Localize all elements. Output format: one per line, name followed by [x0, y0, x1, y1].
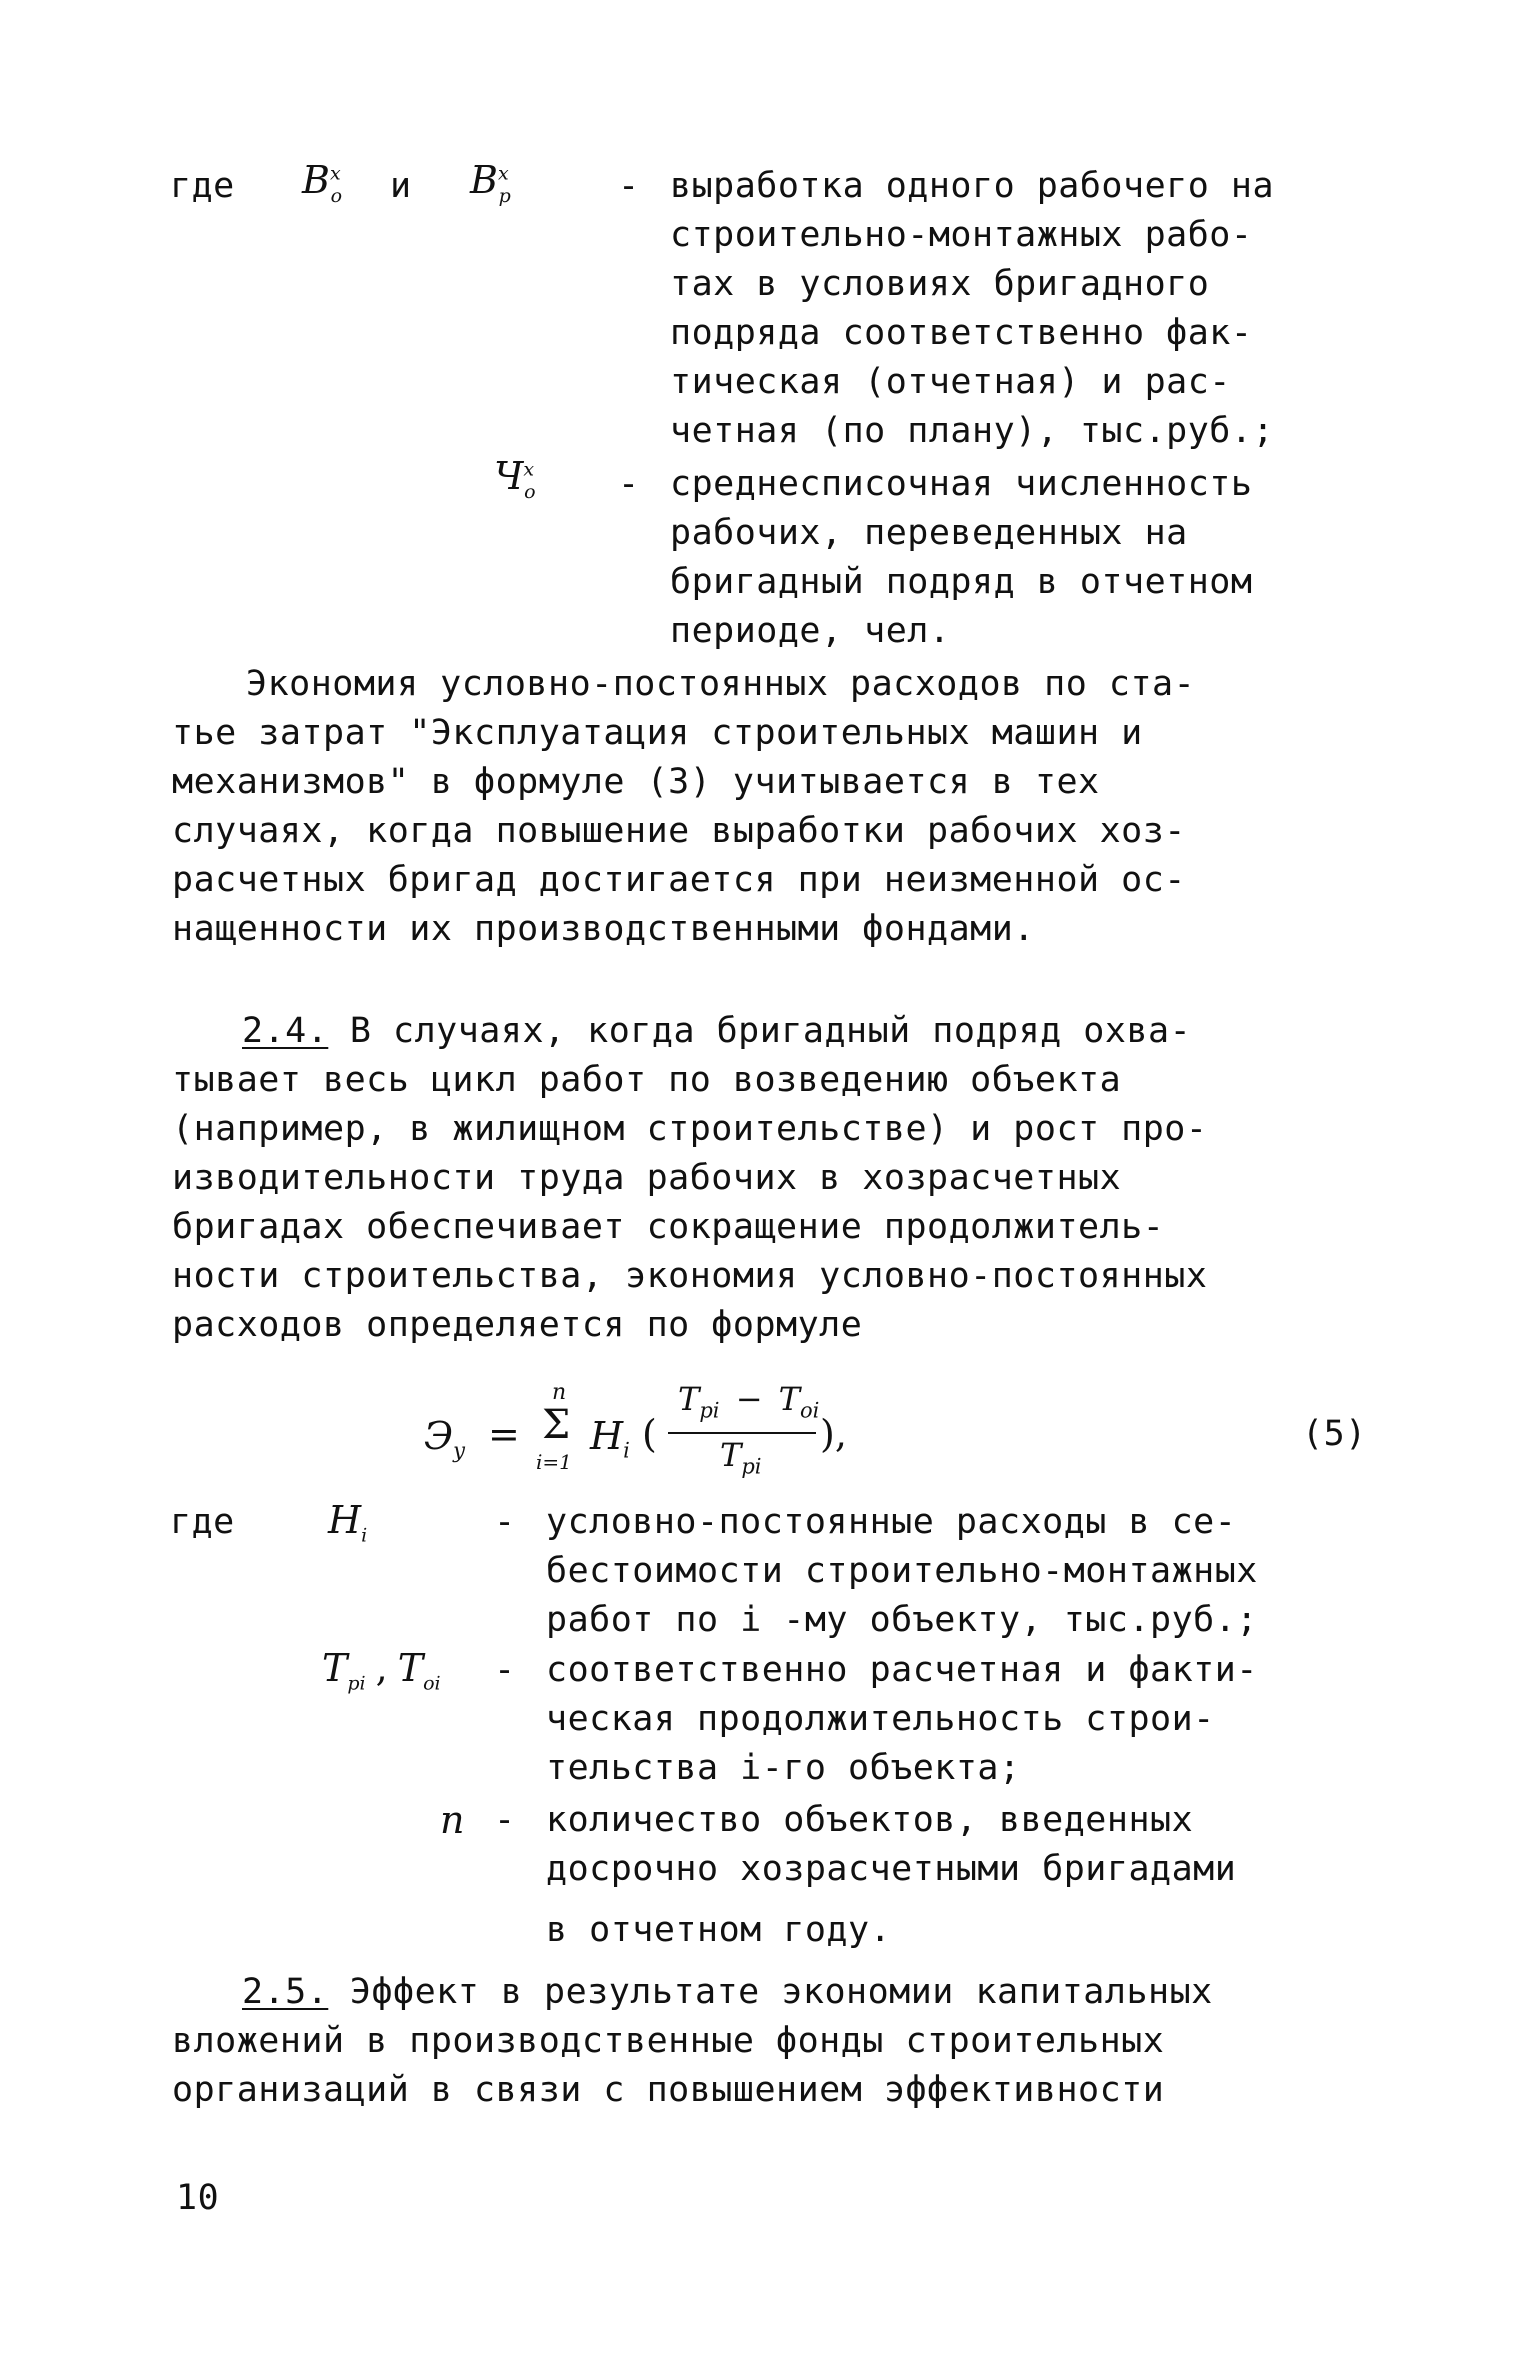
where-label: где — [170, 166, 235, 206]
definition-dash: - — [618, 464, 640, 504]
sum-top: n — [552, 1380, 567, 1405]
symbol-b-o: $B^х_о$ — [302, 158, 343, 207]
symbol-h-i: $H_i$ — [328, 1498, 368, 1547]
symbol-b-p: $B^х_р$ — [470, 158, 511, 207]
definition-ch — [670, 460, 1370, 656]
symbol-n: n — [440, 1798, 465, 1842]
paragraph-line: (например, в жилищном строительстве) и рост про- — [172, 1109, 1208, 1149]
paragraph-line: изводительности труда рабочих в хозрасчетных — [172, 1158, 1122, 1198]
paragraph-line: 2.4. В случаях, когда бригадный подряд охва- — [242, 1011, 1192, 1051]
definition-line: выработка одного рабочего на — [670, 166, 1275, 206]
definition-line: бестоимости строительно-монтажных — [546, 1551, 1258, 1591]
definition-line: тельства i-го объекта; — [546, 1748, 1021, 1788]
page-number: 10 — [176, 2178, 220, 2218]
paragraph-line: 2.5. Эффект в результате экономии капитальных — [242, 1972, 1213, 2012]
section-2-5 — [172, 1968, 1372, 2115]
symbol-ch-o: $Ч^х_о$ — [494, 454, 536, 503]
formula-5 — [420, 1380, 1380, 1480]
definition-line: соответственно расчетная и факти- — [546, 1650, 1258, 1690]
definition-line: работ по i -му объекту, тыс.руб.; — [546, 1600, 1258, 1640]
symbol-t-pi-t-oi: $T_{pi}$ , $T_{oi}$ — [322, 1646, 441, 1695]
formula-lhs: $Э_у$ — [424, 1414, 466, 1463]
section-2-4 — [172, 1007, 1372, 1350]
definition-line: тическая (отчетная) и рас- — [670, 362, 1231, 402]
paragraph-line: случаях, когда повышение выработки рабочих хоз- — [172, 811, 1186, 851]
paragraph-line: тывает весь цикл работ по возведению объекта — [172, 1060, 1122, 1100]
paragraph-line: организаций в связи с повышением эффективности — [172, 2070, 1165, 2110]
definition-line: рабочих, переведенных на — [670, 513, 1188, 553]
definition-n — [546, 1796, 1376, 1950]
section-number: 2.4. — [242, 1011, 329, 1051]
formula-number: (5) — [1302, 1414, 1367, 1454]
paragraph-line: механизмов" в формуле (3) учитывается в тех — [172, 762, 1100, 802]
definition-line: в отчетном году. — [546, 1910, 892, 1950]
definition-line: строительно-монтажных рабо- — [670, 215, 1253, 255]
fraction-bar — [668, 1432, 816, 1434]
sum-sign: Σ — [542, 1402, 571, 1448]
definition-dash: - — [618, 166, 640, 206]
definition-line: среднесписочная численность — [670, 464, 1253, 504]
definition-line: периоде, чел. — [670, 611, 951, 651]
formula-open-paren: ( — [642, 1412, 657, 1456]
and-label: и — [390, 166, 412, 206]
definition-line: досрочно хозрасчетными бригадами — [546, 1849, 1237, 1889]
formula-term: $H_i$ — [590, 1414, 630, 1463]
definition-t — [546, 1646, 1376, 1793]
definition-line: четная (по плану), тыс.руб.; — [670, 411, 1275, 451]
paragraph-line: нащенности их производственными фондами. — [172, 909, 1035, 949]
paragraph-economy — [172, 660, 1372, 954]
paragraph-line: расходов определяется по формуле — [172, 1305, 863, 1345]
definition-line: количество объектов, введенных — [546, 1800, 1194, 1840]
formula-denominator: $T_{pi}$ — [720, 1436, 762, 1479]
formula-equals: = — [488, 1412, 520, 1456]
definition-dash: - — [494, 1650, 516, 1690]
definition-line: ческая продолжительность строи- — [546, 1699, 1215, 1739]
formula-close-paren: ), — [820, 1412, 847, 1456]
definition-line: тах в условиях бригадного — [670, 264, 1210, 304]
definition-line: подряда соответственно фак- — [670, 313, 1253, 353]
section-number: 2.5. — [242, 1972, 329, 2012]
paragraph-line: Экономия условно-постоянных расходов по ста- — [246, 664, 1196, 704]
definition-line: условно-постоянные расходы в се- — [546, 1502, 1237, 1542]
definition-h — [546, 1498, 1376, 1645]
definition-line: бригадный подряд в отчетном — [670, 562, 1253, 602]
paragraph-line: вложений в производственные фонды строительных — [172, 2021, 1165, 2061]
definition-b — [670, 162, 1370, 456]
where-label: где — [170, 1502, 235, 1542]
formula-numerator: $T_{pi} - T_{oi}$ — [678, 1380, 820, 1423]
definition-dash: - — [494, 1502, 516, 1542]
sum-bottom: i=1 — [536, 1450, 572, 1474]
definition-dash: - — [494, 1800, 516, 1840]
paragraph-line: расчетных бригад достигается при неизменной ос- — [172, 860, 1186, 900]
paragraph-line: ности строительства, экономия условно-постоянных — [172, 1256, 1208, 1296]
paragraph-line: тье затрат "Эксплуатация строительных машин и — [172, 713, 1143, 753]
paragraph-line: бригадах обеспечивает сокращение продолжитель- — [172, 1207, 1165, 1247]
